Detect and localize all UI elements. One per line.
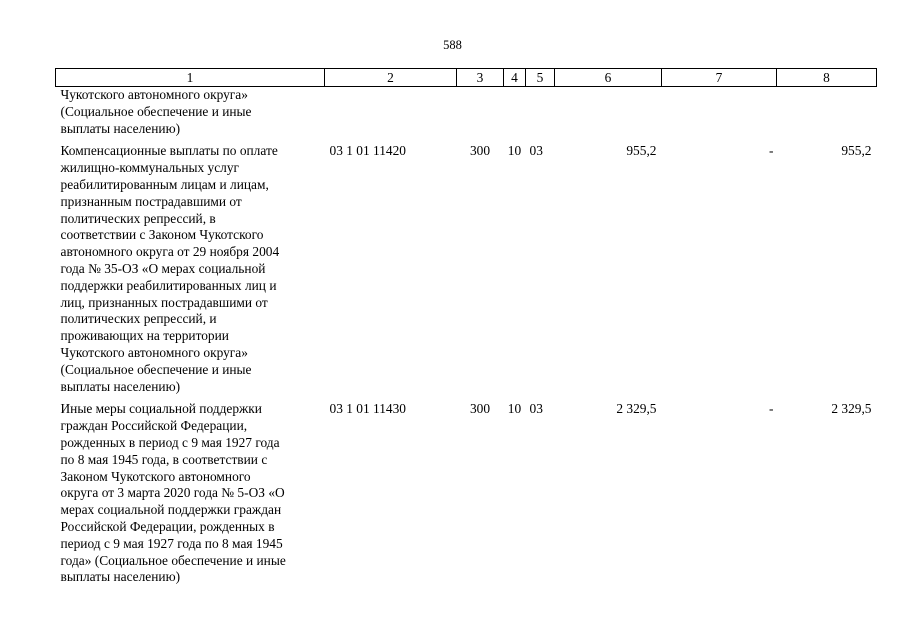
row-col8-value: 955,2	[841, 143, 872, 159]
row-target-code: 03 1 01 11430	[329, 401, 406, 417]
table-row	[56, 87, 877, 138]
header-col-5: 5	[526, 69, 555, 87]
row-section: 300	[469, 401, 491, 417]
row-description: Иные меры социальной поддержки граждан Российской Федерации, рожденных в период с 9 мая 1927 года по 8 мая 1945 года, в соответствии с Законом Чукотского автономного округа от 3 марта 2020 года № 5-ОЗ «О мерах социальной поддержки граждан Российской Федерации, рожденных в период с 9 мая 1927 года по 8 мая 1945 года» (Социальное обеспечение и иные выплаты населению)	[60, 401, 286, 585]
row-col8-value: 2 329,5	[831, 401, 872, 417]
row-col6-value: 955,2	[626, 143, 657, 159]
header-col-6: 6	[555, 69, 662, 87]
header-col-8: 8	[777, 69, 877, 87]
table-row	[56, 401, 877, 586]
budget-table	[55, 68, 877, 586]
header-col-3: 3	[457, 69, 504, 87]
row-col7-value: -	[769, 401, 774, 417]
table-row	[56, 143, 877, 395]
row-subsection: 10	[507, 401, 522, 417]
row-description: Компенсационные выплаты по оплате жилищно-коммунальных услуг реабилитированным лицам и лицам, признанным пострадавшими от политических репрессий, в соответствии с Законом Чукотского автономного округа от 29 ноября 2004 года № 35-ОЗ «О мерах социальной поддержки реабилитированных лиц и лиц, признанных пострадавшими от политических репрессий, и проживающих на территории Чукотского автономного округа» (Социальное обеспечение и иные выплаты населению)	[60, 143, 280, 394]
row-target-code: 03 1 01 11420	[329, 143, 406, 159]
row-expense-type: 03	[529, 401, 543, 417]
row-subsection	[504, 87, 526, 138]
row-col8-value	[777, 87, 877, 138]
row-col6-value	[555, 87, 662, 138]
budget-table-container	[55, 68, 876, 586]
row-section	[457, 87, 504, 138]
header-col-1: 1	[56, 69, 325, 87]
row-description: Чукотского автономного округа» (Социальное обеспечение и иные выплаты населению)	[60, 87, 252, 136]
row-expense-type: 03	[529, 143, 543, 159]
row-expense-type	[526, 87, 555, 138]
row-subsection: 10	[507, 143, 522, 159]
row-section: 300	[469, 143, 491, 159]
header-col-7: 7	[662, 69, 777, 87]
header-col-2: 2	[325, 69, 457, 87]
row-col6-value: 2 329,5	[616, 401, 657, 417]
page-number: 588	[443, 38, 462, 52]
row-col7-value: -	[769, 143, 774, 159]
table-body	[56, 87, 877, 587]
row-col7-value	[662, 87, 777, 138]
header-col-4: 4	[504, 69, 526, 87]
header-row	[56, 69, 877, 87]
table-header	[56, 69, 877, 87]
row-target-code	[325, 87, 457, 138]
